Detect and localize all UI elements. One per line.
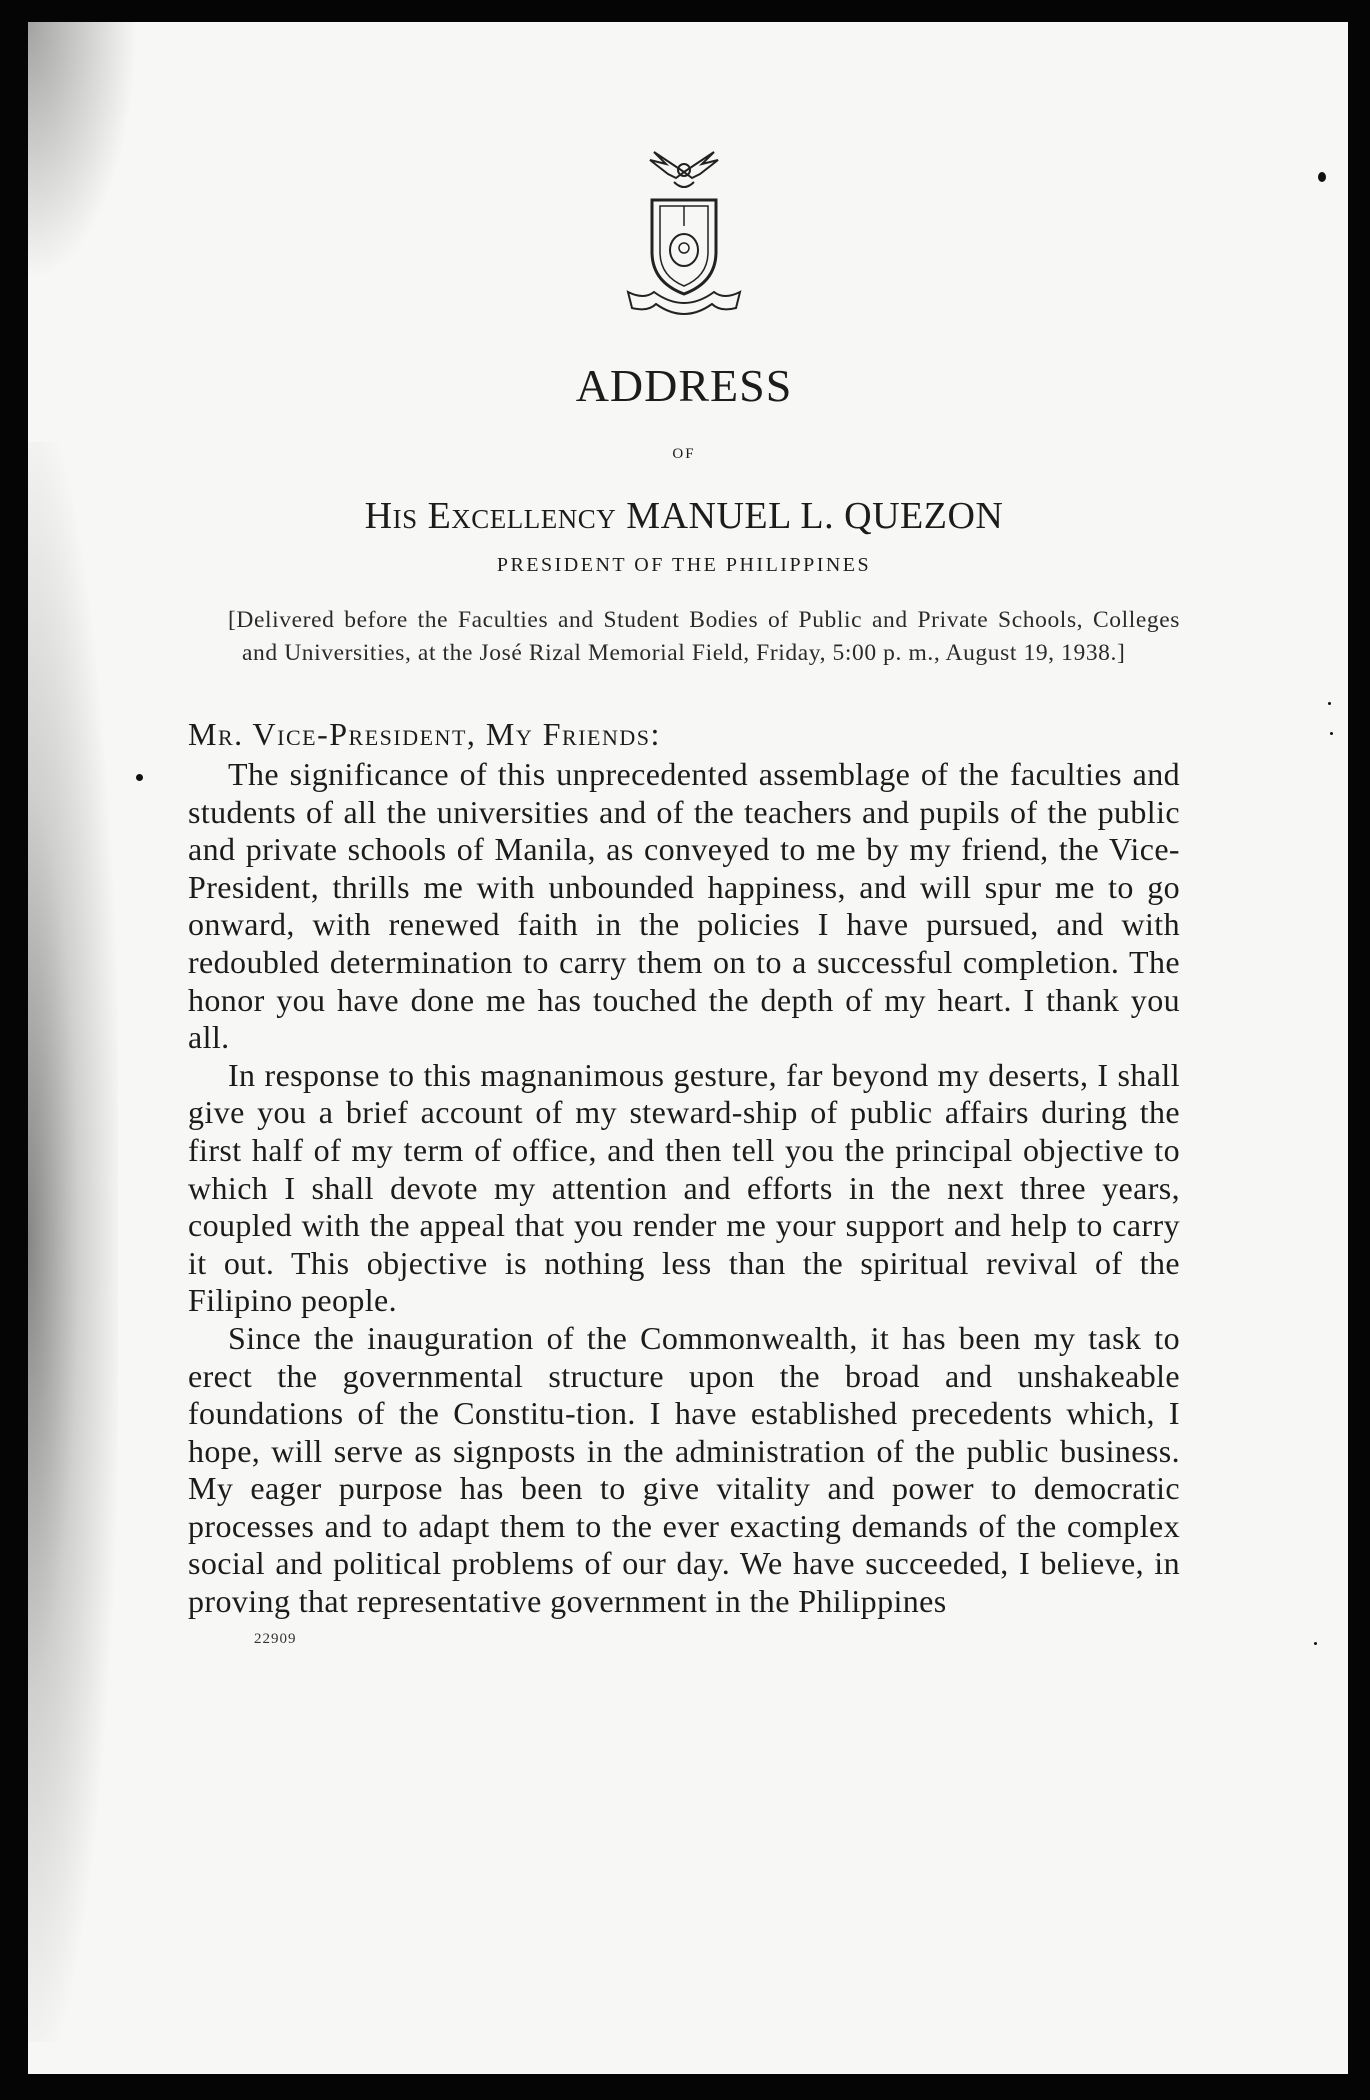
page-smudge-top	[28, 22, 138, 282]
body-paragraph: The significance of this unprecedented assemblage of the faculties and students of all the universities and of the teachers and pupils of the public and private schools of Manila, as conveyed to me by my friend, the Vice-President, thrills me with unbounded happiness, and will spur me to go onward, with renewed faith in the policies I have pursued, and with redoubled determination to carry them on to a successful completion. The honor you have done me has touched the depth of my heart. I thank you all.	[188, 756, 1180, 1056]
body-paragraph: In response to this magnanimous gesture, far beyond my deserts, I shall give you a brief account of my steward-ship of public affairs during the first half of my term of office, and then tell you the principal objective to which I shall devote my attention and efforts in the next three years, coupled with the appeal that you render me your support and help to carry it out. This objective is nothing less than the spiritual revival of the Filipino people.	[188, 1056, 1180, 1319]
delivery-note: [Delivered before the Faculties and Student Bodies of Public and Private Schools, Colleges and Universities, at the José Rizal Memorial Field, Friday, 5:00 p. m., August 19, 1938.]	[228, 607, 1180, 666]
salutation: Mr. Vice-President, My Friends:	[188, 716, 661, 752]
body-paragraph: Since the inauguration of the Commonwealth, it has been my task to erect the governmental structure upon the broad and unshakeable foundations of the Constitu-tion. I have established precedents which, I hope, will serve as signposts in the administration of the public business. My eager purpose has been to give vitality and power to democratic processes and to adapt them to the ever exacting demands of the complex social and political problems of our day. We have succeeded, I believe, in proving that representative government in the Philippines	[188, 1319, 1180, 1620]
president-heading	[188, 494, 1180, 538]
scan-speck	[136, 774, 143, 781]
title-connector: OF	[672, 446, 696, 462]
president-office: PRESIDENT OF THE PHILIPPINES	[496, 554, 872, 576]
president-name: MANUEL L. QUEZON	[626, 495, 1004, 537]
document-page	[28, 22, 1348, 2074]
page-smudge-left	[28, 442, 118, 2042]
scan-speck	[1328, 702, 1331, 705]
scan-speck	[1330, 732, 1333, 735]
presidential-seal-icon	[614, 142, 754, 322]
president-prefix: His Excellency	[364, 495, 617, 537]
scan-speck	[1318, 172, 1326, 182]
scan-speck	[1314, 1642, 1317, 1645]
document-body	[188, 142, 1180, 1648]
print-code: 22909	[254, 1630, 297, 1647]
document-title: ADDRESS	[575, 360, 793, 411]
